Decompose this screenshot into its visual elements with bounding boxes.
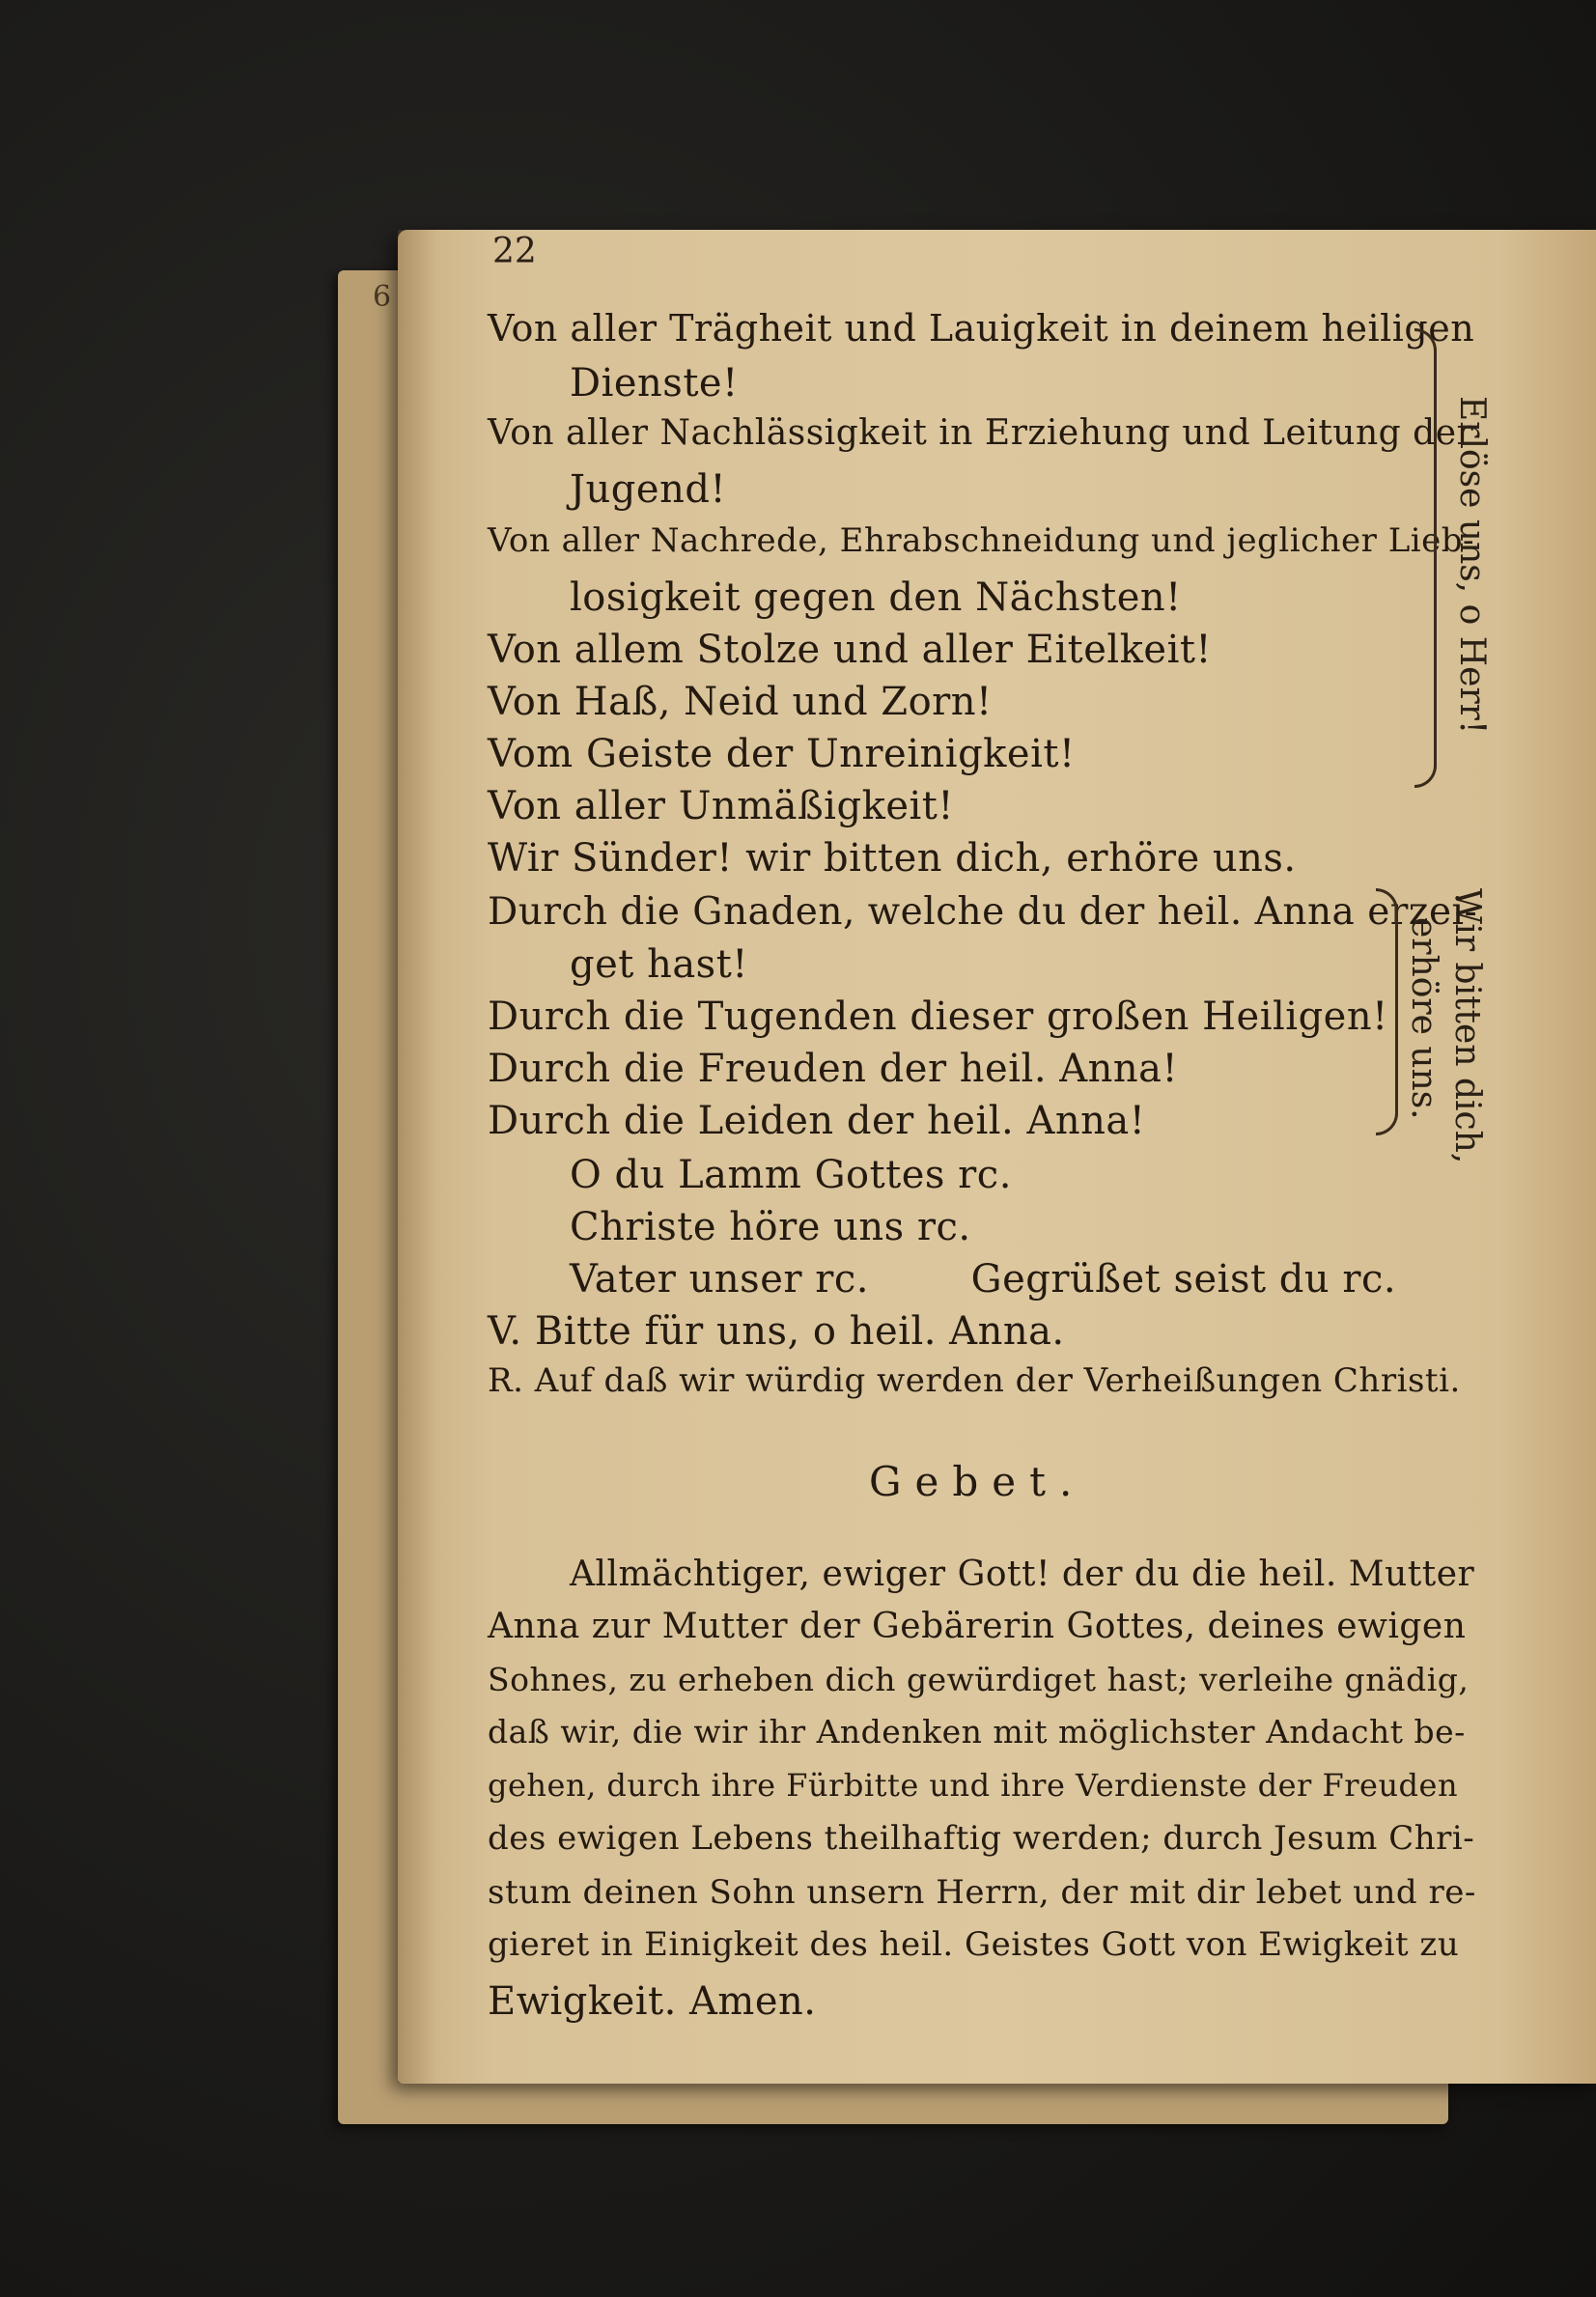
litany-line: Vater unser rc. Gegrüßet seist du rc. — [570, 1257, 1397, 1302]
response-line: R. Auf daß wir würdig werden der Verheißungen Christi. — [488, 1361, 1461, 1400]
side-label-erhoere: erhöre uns. — [1404, 917, 1443, 1120]
prayer-line: des ewigen Lebens theilhaftig werden; durch Jesum Chri- — [488, 1819, 1475, 1858]
prayer-line: Sohnes, zu erheben dich gewürdiget hast; verleihe gnädig, — [488, 1661, 1470, 1698]
prayer-line: daß wir, die wir ihr Andenken mit möglichster Andacht be- — [488, 1713, 1466, 1751]
litany-line: Durch die Freuden der heil. Anna! — [488, 1047, 1179, 1091]
prayer-line: Ewigkeit. Amen. — [488, 1979, 817, 2024]
litany-line: Jugend! — [570, 467, 727, 512]
litany-line: get hast! — [570, 942, 748, 987]
litany-line: Vom Geiste der Unreinigkeit! — [488, 732, 1076, 776]
litany-line: Von aller Nachlässigkeit in Erziehung und Leitung der — [488, 413, 1474, 453]
prayer-line: gieret in Einigkeit des heil. Geistes Gott von Ewigkeit zu — [488, 1925, 1460, 1964]
litany-line: Von aller Unmäßigkeit! — [488, 784, 954, 828]
bracket-erloese — [1414, 328, 1437, 788]
litany-line: Von aller Trägheit und Lauigkeit in deinem heiligen — [488, 307, 1475, 350]
litany-line: Durch die Tugenden dieser großen Heiligen! — [488, 994, 1388, 1039]
prayer-line: stum deinen Sohn unsern Herrn, der mit dir lebet und re- — [488, 1873, 1476, 1912]
litany-line: Von allem Stolze und aller Eitelkeit! — [488, 628, 1213, 672]
litany-line: Von aller Nachrede, Ehrabschneidung und jeglicher Lieb- — [488, 521, 1475, 560]
litany-line: Durch die Leiden der heil. Anna! — [488, 1099, 1146, 1143]
litany-line: O du Lamm Gottes rc. — [570, 1153, 1012, 1197]
side-label-erloese: Erlöse uns, o Herr! — [1452, 396, 1492, 735]
litany-line: Wir Sünder! wir bitten dich, erhöre uns. — [488, 836, 1297, 881]
prayer-heading: Gebet. — [869, 1458, 1086, 1505]
prayer-line: Allmächtiger, ewiger Gott! der du die heil. Mutter — [570, 1555, 1475, 1594]
prayer-line: Anna zur Mutter der Gebärerin Gottes, deines ewigen — [488, 1607, 1467, 1646]
page-number: 22 — [492, 232, 537, 271]
litany-line: Von Haß, Neid und Zorn! — [488, 680, 993, 724]
side-label-wir-bitten: Wir bitten dich, — [1447, 888, 1487, 1164]
litany-line: losigkeit gegen den Nächsten! — [570, 575, 1182, 620]
back-page-number: 6 — [373, 280, 392, 314]
bracket-wir-bitten — [1376, 888, 1398, 1135]
litany-line: Christe höre uns rc. — [570, 1205, 971, 1249]
versicle-line: V. Bitte für uns, o heil. Anna. — [488, 1309, 1065, 1354]
litany-line: Dienste! — [570, 361, 739, 406]
litany-line: Durch die Gnaden, welche du der heil. Anna erzei- — [488, 890, 1478, 934]
prayer-line: gehen, durch ihre Fürbitte und ihre Verdienste der Freuden — [488, 1767, 1459, 1804]
